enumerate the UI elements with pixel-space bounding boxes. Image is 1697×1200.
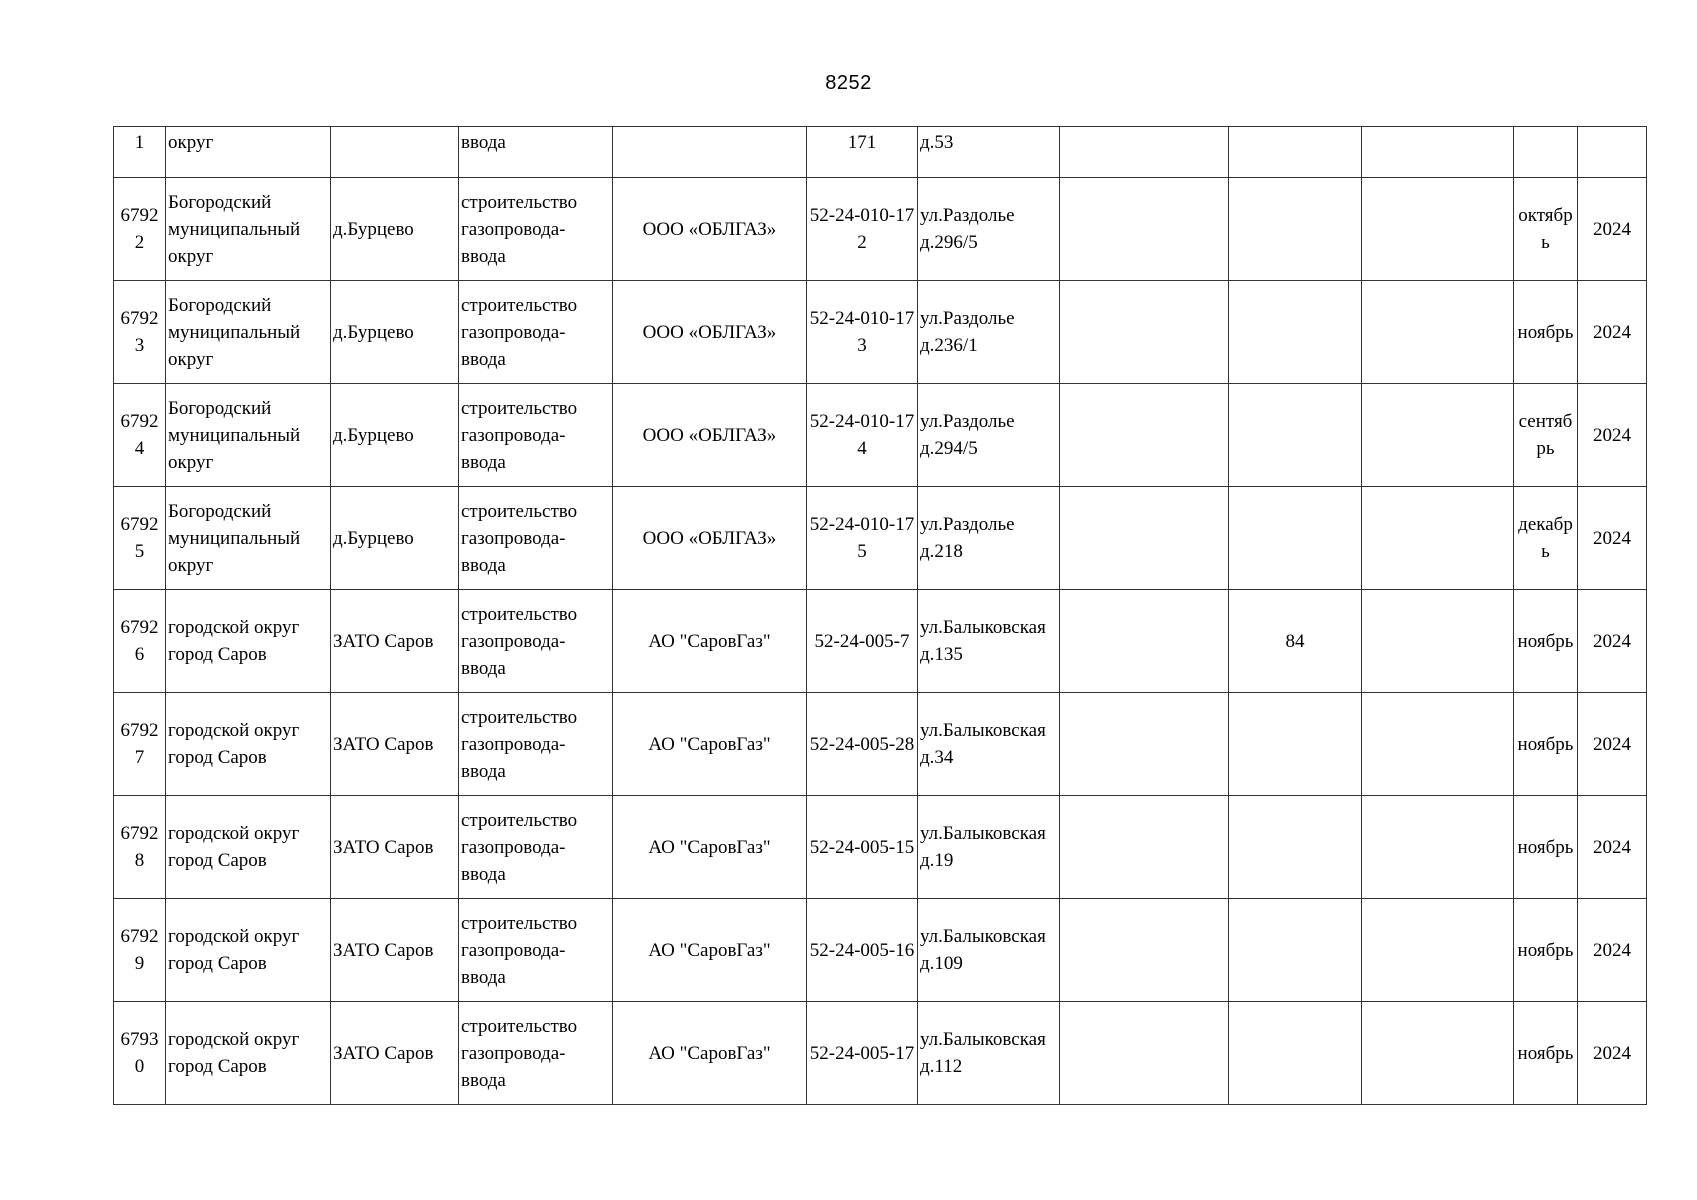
district-cell: городской округ город Саров (166, 693, 331, 796)
row-number: 67923 (114, 281, 166, 384)
work-type-cell: строительство газопровода-ввода (459, 693, 613, 796)
row-number: 67928 (114, 796, 166, 899)
row-number: 67926 (114, 590, 166, 693)
district-cell: Богородский муниципальный округ (166, 487, 331, 590)
district-cell: городской округ город Саров (166, 590, 331, 693)
work-type-cell: строительство газопровода-ввода (459, 796, 613, 899)
work-type-cell: строительство газопровода-ввода (459, 487, 613, 590)
page-number: 8252 (825, 72, 872, 94)
cadastral-number-cell: 52-24-010-172 (807, 178, 918, 281)
address-cell: д.53 (918, 127, 1060, 178)
empty-cell (1362, 281, 1514, 384)
empty-cell (1362, 127, 1514, 178)
organization-cell: ООО «ОБЛГАЗ» (613, 487, 807, 590)
table-row (114, 796, 1647, 899)
work-type-cell: строительство газопровода-ввода (459, 899, 613, 1002)
address-cell: ул.Раздолье д.296/5 (918, 178, 1060, 281)
table-row (114, 693, 1647, 796)
table-row (114, 384, 1647, 487)
month-cell: ноябрь (1514, 693, 1578, 796)
empty-cell (1060, 796, 1229, 899)
locality-cell: д.Бурцево (331, 384, 459, 487)
district-cell: Богородский муниципальный округ (166, 384, 331, 487)
empty-cell (1362, 693, 1514, 796)
table-row (114, 590, 1647, 693)
year-cell: 2024 (1578, 590, 1647, 693)
table-row (114, 487, 1647, 590)
month-cell: сентябрь (1514, 384, 1578, 487)
month-cell: ноябрь (1514, 281, 1578, 384)
empty-cell (1060, 178, 1229, 281)
organization-cell: ООО «ОБЛГАЗ» (613, 178, 807, 281)
address-cell: ул.Раздолье д.236/1 (918, 281, 1060, 384)
district-cell: городской округ город Саров (166, 796, 331, 899)
value-cell (1229, 899, 1362, 1002)
register-table (113, 126, 1647, 1105)
value-cell (1229, 281, 1362, 384)
empty-cell (1362, 796, 1514, 899)
locality-cell: ЗАТО Саров (331, 796, 459, 899)
locality-cell: д.Бурцево (331, 281, 459, 384)
cadastral-number-cell: 52-24-005-28 (807, 693, 918, 796)
value-cell (1229, 693, 1362, 796)
work-type-cell: строительство газопровода-ввода (459, 590, 613, 693)
address-cell: ул.Балыковская д.135 (918, 590, 1060, 693)
cadastral-number-cell: 52-24-005-17 (807, 1002, 918, 1105)
empty-cell (1060, 1002, 1229, 1105)
empty-cell (1362, 1002, 1514, 1105)
table-row (114, 127, 1647, 178)
year-cell: 2024 (1578, 384, 1647, 487)
value-cell (1229, 127, 1362, 178)
district-cell: округ (166, 127, 331, 178)
address-cell: ул.Балыковская д.109 (918, 899, 1060, 1002)
address-cell: ул.Раздолье д.294/5 (918, 384, 1060, 487)
work-type-cell: строительство газопровода-ввода (459, 384, 613, 487)
district-cell: городской округ город Саров (166, 1002, 331, 1105)
cadastral-number-cell: 52-24-005-16 (807, 899, 918, 1002)
month-cell (1514, 127, 1578, 178)
work-type-cell: ввода (459, 127, 613, 178)
month-cell: октябрь (1514, 178, 1578, 281)
address-cell: ул.Балыковская д.19 (918, 796, 1060, 899)
district-cell: Богородский муниципальный округ (166, 281, 331, 384)
empty-cell (1060, 281, 1229, 384)
locality-cell: ЗАТО Саров (331, 590, 459, 693)
year-cell: 2024 (1578, 281, 1647, 384)
locality-cell (331, 127, 459, 178)
organization-cell: АО "СаровГаз" (613, 693, 807, 796)
empty-cell (1362, 590, 1514, 693)
work-type-cell: строительство газопровода-ввода (459, 281, 613, 384)
value-cell (1229, 384, 1362, 487)
empty-cell (1060, 899, 1229, 1002)
work-type-cell: строительство газопровода-ввода (459, 178, 613, 281)
organization-cell: АО "СаровГаз" (613, 590, 807, 693)
district-cell: Богородский муниципальный округ (166, 178, 331, 281)
empty-cell (1362, 384, 1514, 487)
row-number: 67924 (114, 384, 166, 487)
row-number: 67925 (114, 487, 166, 590)
row-number: 67922 (114, 178, 166, 281)
empty-cell (1362, 487, 1514, 590)
organization-cell: ООО «ОБЛГАЗ» (613, 281, 807, 384)
table-row (114, 899, 1647, 1002)
year-cell: 2024 (1578, 178, 1647, 281)
row-number: 1 (114, 127, 166, 178)
locality-cell: д.Бурцево (331, 487, 459, 590)
empty-cell (1060, 127, 1229, 178)
cadastral-number-cell: 171 (807, 127, 918, 178)
value-cell (1229, 178, 1362, 281)
row-number: 67927 (114, 693, 166, 796)
table-row (114, 178, 1647, 281)
cadastral-number-cell: 52-24-010-175 (807, 487, 918, 590)
year-cell: 2024 (1578, 1002, 1647, 1105)
table-row (114, 281, 1647, 384)
year-cell (1578, 127, 1647, 178)
year-cell: 2024 (1578, 693, 1647, 796)
row-number: 67930 (114, 1002, 166, 1105)
empty-cell (1060, 384, 1229, 487)
empty-cell (1362, 178, 1514, 281)
year-cell: 2024 (1578, 899, 1647, 1002)
value-cell: 84 (1229, 590, 1362, 693)
value-cell (1229, 796, 1362, 899)
year-cell: 2024 (1578, 487, 1647, 590)
organization-cell: АО "СаровГаз" (613, 796, 807, 899)
locality-cell: ЗАТО Саров (331, 899, 459, 1002)
month-cell: ноябрь (1514, 1002, 1578, 1105)
empty-cell (1060, 590, 1229, 693)
organization-cell: АО "СаровГаз" (613, 1002, 807, 1105)
cadastral-number-cell: 52-24-005-7 (807, 590, 918, 693)
value-cell (1229, 1002, 1362, 1105)
row-number: 67929 (114, 899, 166, 1002)
work-type-cell: строительство газопровода-ввода (459, 1002, 613, 1105)
address-cell: ул.Балыковская д.112 (918, 1002, 1060, 1105)
month-cell: декабрь (1514, 487, 1578, 590)
month-cell: ноябрь (1514, 590, 1578, 693)
table-row (114, 1002, 1647, 1105)
empty-cell (1060, 693, 1229, 796)
cadastral-number-cell: 52-24-005-15 (807, 796, 918, 899)
address-cell: ул.Раздолье д.218 (918, 487, 1060, 590)
month-cell: ноябрь (1514, 899, 1578, 1002)
locality-cell: ЗАТО Саров (331, 693, 459, 796)
month-cell: ноябрь (1514, 796, 1578, 899)
district-cell: городской округ город Саров (166, 899, 331, 1002)
empty-cell (1362, 899, 1514, 1002)
organization-cell (613, 127, 807, 178)
organization-cell: ООО «ОБЛГАЗ» (613, 384, 807, 487)
organization-cell: АО "СаровГаз" (613, 899, 807, 1002)
locality-cell: д.Бурцево (331, 178, 459, 281)
value-cell (1229, 487, 1362, 590)
locality-cell: ЗАТО Саров (331, 1002, 459, 1105)
empty-cell (1060, 487, 1229, 590)
cadastral-number-cell: 52-24-010-173 (807, 281, 918, 384)
address-cell: ул.Балыковская д.34 (918, 693, 1060, 796)
year-cell: 2024 (1578, 796, 1647, 899)
cadastral-number-cell: 52-24-010-174 (807, 384, 918, 487)
